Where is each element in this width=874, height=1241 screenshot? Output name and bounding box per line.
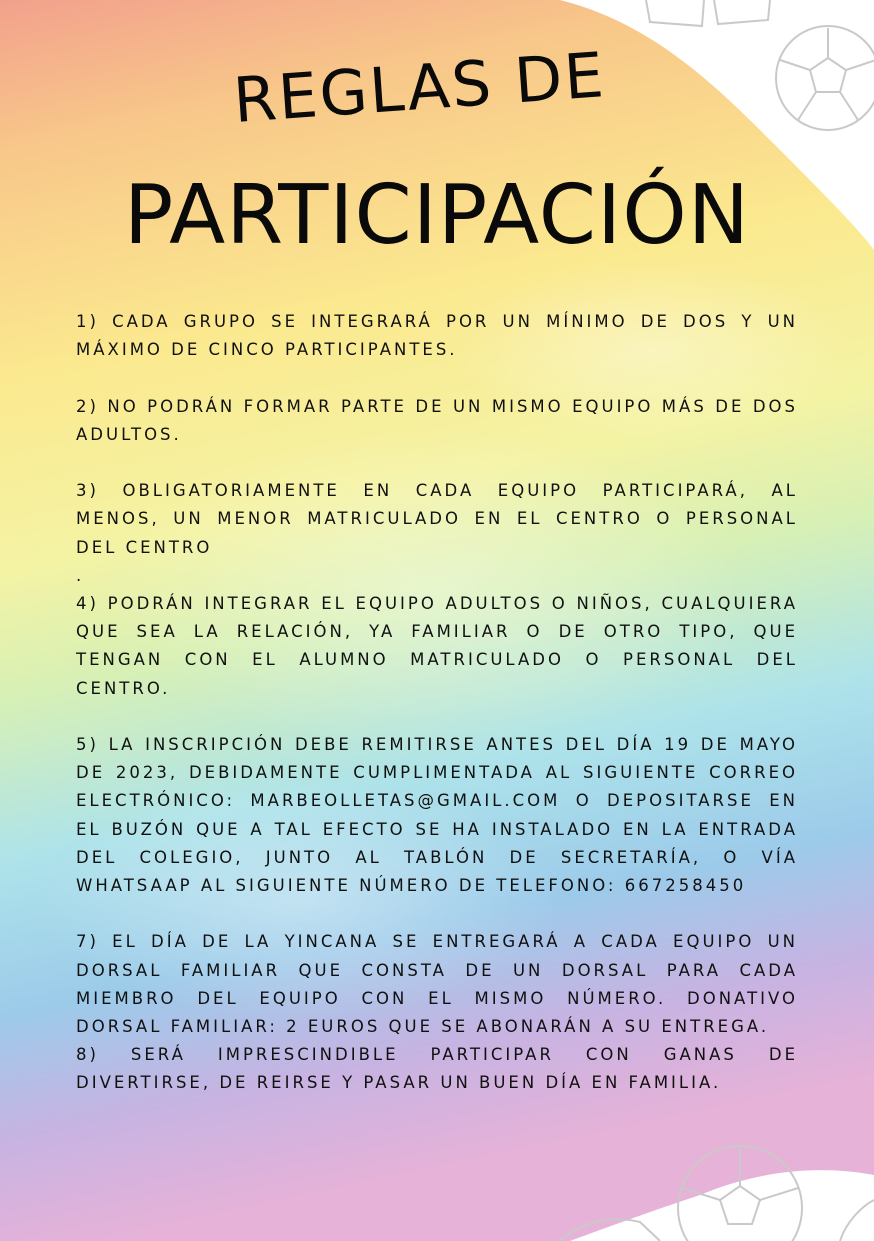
rules-list	[76, 308, 798, 1098]
rule-3-period: .	[76, 565, 85, 585]
rule-8: 8) SERÁ IMPRESCINDIBLE PARTICIPAR CON GANAS DE DIVERTIRSE, DE REIRSE Y PASAR UN BUEN DÍA EN FAMILIA.	[76, 1045, 798, 1093]
rule-1: 1) CADA GRUPO SE INTEGRARÁ POR UN MÍNIMO DE DOS Y UN MÁXIMO DE CINCO PARTICIPANTES.	[76, 312, 798, 360]
rule-2: 2) NO PODRÁN FORMAR PARTE DE UN MISMO EQUIPO MÁS DE DOS ADULTOS.	[76, 396, 798, 444]
title-line-2: PARTICIPACIÓN	[123, 168, 751, 263]
soccer-ball-icon	[776, 26, 874, 130]
rule-7: 7) EL DÍA DE LA YINCANA SE ENTREGARÁ A CADA EQUIPO UN DORSAL FAMILIAR QUE CONSTA DE UN DORSAL PARA CADA MIEMBRO DEL EQUIPO CON EL MISMO NÚMERO. DONATIVO DORSAL FAMILIAR: 2 EUROS QUE SE ABONARÁN A SU ENTREGA.	[76, 932, 798, 1037]
rule-3: 3) OBLIGATORIAMENTE EN CADA EQUIPO PARTICIPARÁ, AL MENOS, UN MENOR MATRICULADO EN EL CENTRO O PERSONAL DEL CENTRO	[76, 481, 798, 557]
title-line-1: REGLAS DE	[230, 38, 608, 137]
rule-5: 5) LA INSCRIPCIÓN DEBE REMITIRSE ANTES DEL DÍA 19 DE MAYO DE 2023, DEBIDAMENTE CUMPLIMENTADA AL SIGUIENTE CORREO ELECTRÓNICO: MARBEOLLETAS@GMAIL.COM O DEPOSITARSE EN EL BUZÓN QUE A TAL EFECTO SE HA INSTALADO EN LA ENTRADA DEL COLEGIO, JUNTO AL TABLÓN DE SECRETARÍA, O VÍA WHATSAAP AL SIGUIENTE NÚMERO DE TELEFONO: 667258450	[76, 735, 798, 896]
drawing-sketch-icon	[646, 0, 770, 26]
rule-4: 4) PODRÁN INTEGRAR EL EQUIPO ADULTOS O NIÑOS, CUALQUIERA QUE SEA LA RELACIÓN, YA FAMILIAR O DE OTRO TIPO, QUE TENGAN CON EL ALUMNO MATRICULADO O PERSONAL DEL CENTRO.	[76, 594, 798, 698]
